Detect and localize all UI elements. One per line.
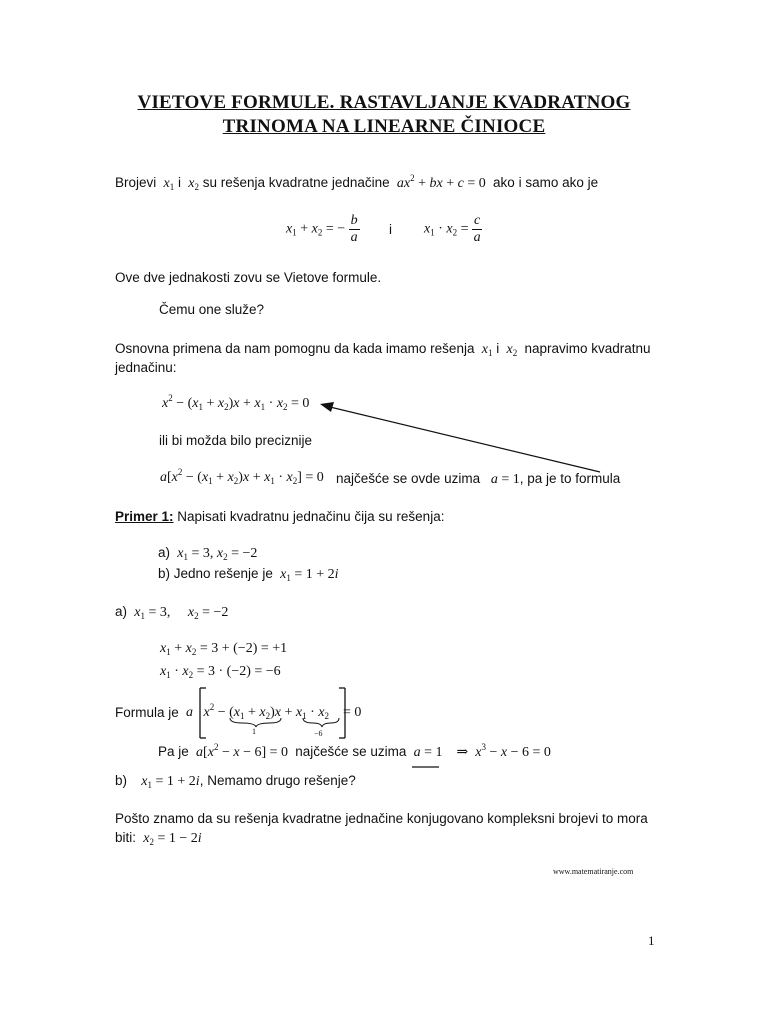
example-a [158, 545, 257, 562]
usage-note-text-2: , pa je to formula [519, 471, 621, 486]
paje-text: Pa je [158, 744, 189, 759]
intro-text-4: ako i samo ako je [493, 175, 599, 190]
usage-note [336, 471, 620, 488]
solution-b-text: , Nemamo drugo rešenje? [199, 773, 356, 788]
title-line-2: TRINOMA NA LINEARNE ČINIOCE [222, 116, 546, 137]
example-b [158, 566, 339, 583]
math-product-result: $x_1 \cdot x_2 = 3 \cdot (-2) = -6$ [160, 664, 281, 680]
usage-line-2: jednačinu: [115, 360, 177, 375]
example-heading [115, 509, 444, 524]
equation-precise: $a[x^2 - (x_1 + x_2)x + x_1 \cdot x_2] = 0$ [160, 467, 324, 486]
vieta-product: $x_1 \cdot x_2$ = $\frac{c}{a}$ [424, 213, 481, 245]
solution-a-header [115, 604, 228, 621]
formula-label: Formula je [115, 705, 179, 720]
vieta-sum: $x_1 + x_2$ = − $\frac{b}{a}$ [286, 213, 358, 245]
usage-text-i: i [496, 341, 500, 356]
footer-site: www.matematiranje.com [553, 867, 634, 876]
vieta-and: i [389, 222, 392, 237]
math-sol-b: $x_1 = 1 + 2i$ [141, 774, 200, 790]
intro-text-3: su rešenja kvadratne jednačine [202, 175, 390, 190]
intro-text-2: i [178, 175, 182, 190]
underbrace-label-2: −6 [314, 729, 323, 738]
math-sum-result: $x_1 + x_2 = 3 + (-2) = +1$ [160, 641, 288, 657]
final-line-2 [115, 830, 202, 847]
math-a-eq-1: a = 1 [490, 472, 520, 487]
example-task: Napisati kvadratnu jednačinu čija su rešenja: [177, 509, 445, 524]
equation-basic: $x^2 - (x_1 + x_2)x + x_1 \cdot x_2 = 0$ [162, 393, 310, 412]
often-text: najčešće se uzima [295, 744, 407, 759]
paje-line [158, 744, 551, 761]
question-line: Čemu one služe? [159, 302, 265, 317]
math-x1-b: $x_1$ [481, 342, 493, 358]
math-roots-a: $x_1 = 3$, $x_2 = -2$ [177, 546, 258, 562]
math-a1-result: a = 1 ⇒ $x^3 - x - 6 = 0$ [413, 742, 551, 760]
solution-b-line [115, 773, 356, 790]
example-label: Primer 1: [115, 509, 174, 524]
math-x2-b: $x_2$ [506, 342, 518, 358]
solution-a-label: a) [115, 604, 128, 619]
usage-text-2: napravimo kvadratnu [524, 341, 651, 356]
math-conjugate: $x_2 = 1 - 2i$ [143, 831, 202, 847]
math-quadratic: $ax^2$ + bx + c = 0 [396, 173, 490, 191]
precise-line: ili bi možda bilo preciznije [159, 433, 313, 448]
usage-text-1: Osnovna primena da nam pomognu da kada imamo rešenja [115, 341, 475, 356]
math-paje: $a[x^2 - x - 6] = 0$ [196, 742, 292, 760]
example-b-label: b) Jedno rešenje je [158, 566, 273, 581]
example-a-label: a) [158, 545, 171, 560]
math-root-b: $x_1 = 1 + 2i$ [280, 567, 339, 583]
solution-b-label: b) [115, 773, 128, 788]
math-x2: $x_2$ [188, 176, 199, 192]
final-line-1: Pošto znamo da su rešenja kvadratne jednačine konjugovano kompleksni brojevi to mora [115, 811, 648, 826]
underbrace-label-1: 1 [252, 727, 256, 736]
vieta-name-line: Ove dve jednakosti zovu se Vietove formule. [115, 270, 382, 285]
intro-text-1: Brojevi [115, 175, 157, 190]
final-text: biti: [115, 830, 137, 845]
math-x1: $x_1$ [163, 176, 175, 192]
page-number: 1 [648, 933, 655, 948]
usage-note-text: najčešće se ovde uzima [336, 471, 481, 486]
math-formula: a $x^2 - (x_1 + x_2)x + x_1 \cdot x_2$ = 0 [186, 702, 362, 721]
title-line-1: VIETOVE FORMULE. RASTAVLJANJE KVADRATNOG [137, 92, 631, 113]
math-sol-a: $x_1 = 3$, $x_2 = -2$ [134, 605, 229, 621]
